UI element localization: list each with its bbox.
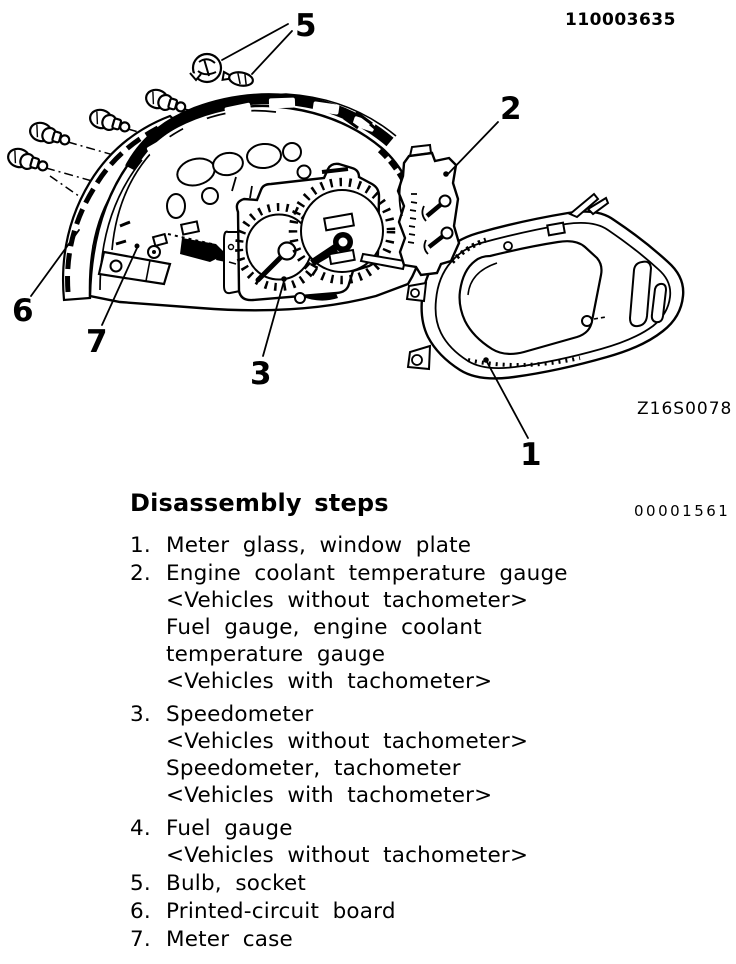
step-line: <Vehicles with tachometer> <box>166 669 493 694</box>
step-number: 5. <box>130 871 151 896</box>
step-item-2 <box>130 560 720 695</box>
leader-line-2 <box>447 122 498 175</box>
callout-3-label: 3 <box>250 356 272 392</box>
step-line: Engine coolant temperature gauge <box>166 561 568 586</box>
step-number: 6. <box>130 899 151 924</box>
step-line: <Vehicles without tachometer> <box>166 588 529 613</box>
callout-2-label: 2 <box>500 91 522 127</box>
callout-1-label: 1 <box>520 437 542 473</box>
step-item-7 <box>130 926 720 953</box>
step-line: Fuel gauge <box>166 816 293 841</box>
step-line: Printed-circuit board <box>166 899 396 924</box>
step-line: Speedometer, tachometer <box>166 756 461 781</box>
step-line: Bulb, socket <box>166 871 307 896</box>
step-line: <Vehicles without tachometer> <box>166 729 529 754</box>
step-line: <Vehicles without tachometer> <box>166 843 529 868</box>
step-item-6 <box>130 898 720 925</box>
step-item-1 <box>130 532 720 559</box>
step-item-5 <box>130 870 720 897</box>
step-number: 3. <box>130 702 151 727</box>
figure-code: Z16S0078 <box>637 399 733 419</box>
leader-line-5 <box>222 24 292 74</box>
step-line: <Vehicles with tachometer> <box>166 783 493 808</box>
step-line: Fuel gauge, engine coolant <box>166 615 482 640</box>
step-number: 1. <box>130 533 151 558</box>
step-item-3 <box>130 701 720 809</box>
callout-5-label: 5 <box>295 8 317 44</box>
temperature-gauge-unit <box>398 145 459 275</box>
step-number: 2. <box>130 561 151 586</box>
doc-number: 110003635 <box>565 10 676 30</box>
step-line: Meter glass, window plate <box>166 533 472 558</box>
callout-6-label: 6 <box>12 293 34 329</box>
step-line: temperature gauge <box>166 642 386 667</box>
step-line: Speedometer <box>166 702 314 727</box>
step-line: Meter case <box>166 927 293 952</box>
callout-7-label: 7 <box>86 324 108 360</box>
steps-heading: Disassembly steps <box>130 489 389 517</box>
step-item-4 <box>130 815 720 869</box>
section-code: 00001561 <box>634 502 731 520</box>
exploded-diagram <box>0 0 736 480</box>
step-number: 4. <box>130 816 151 841</box>
disassembly-steps-list <box>130 531 720 953</box>
step-number: 7. <box>130 927 151 952</box>
